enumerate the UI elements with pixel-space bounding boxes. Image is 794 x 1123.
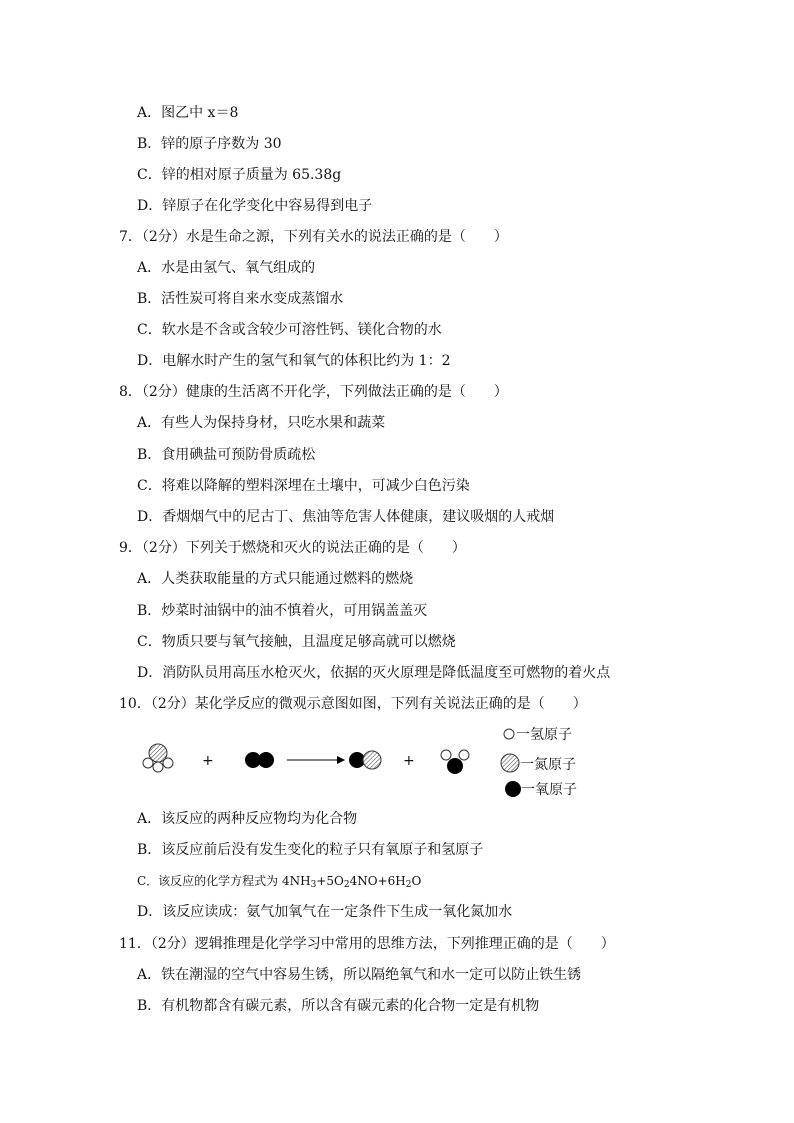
oxygen-molecule-icon [245,752,274,768]
q10-option-a: A．该反应的两种反应物均为化合物 [137,811,358,827]
q8-option-b: B．食用碘盐可预防骨质疏松 [137,447,316,463]
nitric-oxide-molecule-icon [349,751,381,769]
legend-oxygen [505,781,577,798]
q11-stem: 11．（2分）逻辑推理是化学学习中常用的思维方法，下列推理正确的是（ ） [119,936,615,952]
legend-nitrogen [501,754,576,773]
q7-option-d: D．电解水时产生的氢气和氧气的体积比约为 1：2 [137,353,451,369]
q11-option-a: A．铁在潮湿的空气中容易生锈，所以隔绝氧气和水一定可以防止铁生锈 [137,967,582,983]
q9-option-c: C．物质只要与氧气接触，且温度足够高就可以燃烧 [137,634,456,650]
q10-option-c: C．该反应的化学方程式为 $4NH_3+5O_24NO+6H_2O$ [137,874,422,890]
q6-option-b: B．锌的原子序数为 30 [137,136,282,152]
q8-option-a: A．有些人为保持身材，只吃水果和蔬菜 [137,415,386,431]
hydrogen-atom-icon [504,729,514,739]
q8-stem: 8．（2分）健康的生活离不开化学，下列做法正确的是（ ） [119,384,508,400]
q7-option-c: C．软水是不含或含较少可溶性钙、镁化合物的水 [137,322,442,338]
nitrogen-atom-icon [501,754,519,772]
q9-option-a: A．人类获取能量的方式只能通过燃料的燃烧 [137,571,414,587]
q9-option-d: D．消防队员用高压水枪灭火，依据的灭火原理是降低温度至可燃物的着火点 [137,665,611,681]
legend-nitrogen-label: 一氮原子 [520,757,576,773]
q8-option-c: C．将难以降解的塑料深埋在土壤中，可减少白色污染 [137,478,470,494]
q8-option-d: D．香烟烟气中的尼古丁、焦油等危害人体健康，建议吸烟的人戒烟 [137,509,555,525]
q7-stem: 7．（2分）水是生命之源，下列有关水的说法正确的是（ ） [119,229,508,245]
plus-sign-2: + [403,753,415,769]
q7-option-a: A．水是由氢气、氧气组成的 [137,260,316,276]
q11-option-b: B．有机物都含有碳元素，所以含有碳元素的化合物一定是有机物 [137,998,540,1014]
legend-oxygen-label: 一氧原子 [521,782,577,798]
legend-hydrogen [504,727,572,743]
q7-option-b: B．活性炭可将自来水变成蒸馏水 [137,291,344,307]
q9-stem: 9．（2分）下列关于燃烧和灭火的说法正确的是（ ） [119,540,466,556]
q10-stem: 10．（2分）某化学反应的微观示意图如图，下列有关说法正确的是（ ） [119,696,587,712]
plus-sign-1: + [202,753,214,769]
q10-option-b: B．该反应前后没有发生变化的粒子只有氧原子和氢原子 [137,842,484,858]
legend-hydrogen-label: 一氢原子 [516,727,572,743]
reaction-arrow-icon [287,756,345,764]
ammonia-molecule-icon [143,744,173,772]
q6-option-c: C．锌的相对原子质量为 65.38g [137,167,342,183]
oxygen-atom-icon [505,781,521,797]
q6-option-a: A．图乙中 x＝8 [137,105,239,121]
reaction-diagram [137,725,597,805]
water-molecule-icon [441,750,469,774]
q6-option-d: D．锌原子在化学变化中容易得到电子 [137,198,373,214]
q10-option-d: D．该反应读成：氨气加氧气在一定条件下生成一氧化氮加水 [137,904,513,920]
q9-option-b: B．炒菜时油锅中的油不慎着火，可用锅盖盖灭 [137,603,428,619]
